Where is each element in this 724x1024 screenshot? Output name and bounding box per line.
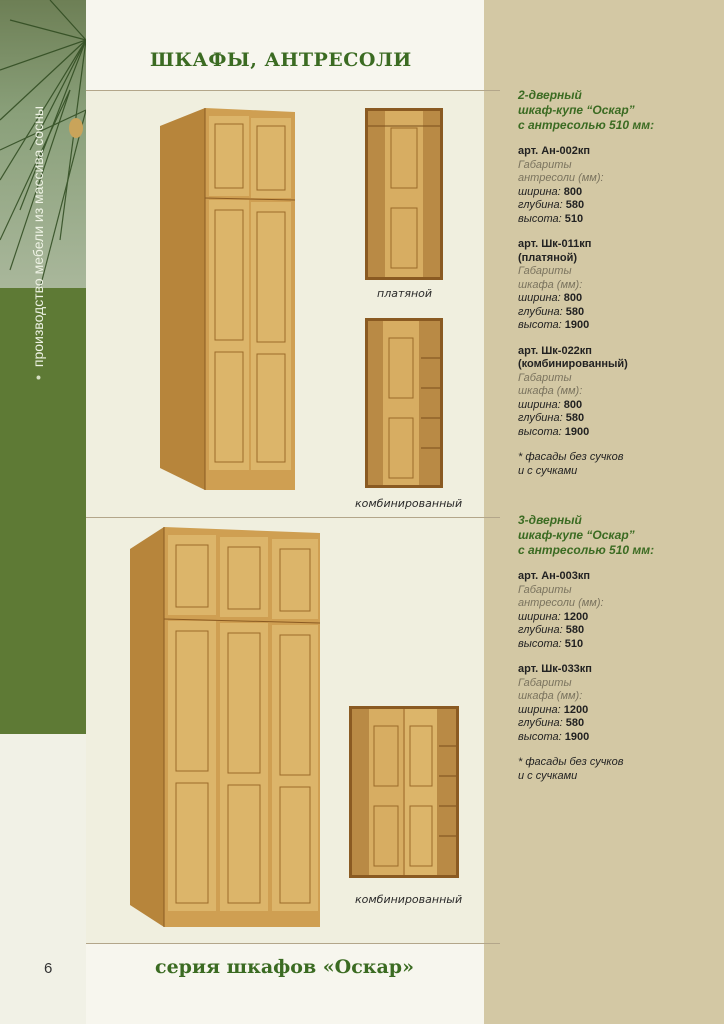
dim-value: 1900 (564, 730, 590, 743)
dim-row (518, 624, 718, 638)
top-divider (86, 90, 500, 91)
section-1-heading (518, 88, 718, 133)
dim-value: 580 (565, 199, 585, 211)
dims-label: Габариты (518, 265, 572, 277)
dim-value: 580 (565, 412, 585, 424)
facade-note (518, 756, 718, 783)
side-tagline-text: производство мебели из массива сосны (30, 106, 46, 368)
dims-label: Габариты (518, 583, 572, 596)
spec-item (518, 345, 718, 440)
side-footer-band (0, 734, 86, 1024)
dim-row (518, 731, 718, 745)
wardrobe-combined-open-image (365, 318, 443, 488)
dim-value: 510 (564, 212, 584, 225)
caption-combined-2: комбинированный (355, 893, 463, 906)
dims-label: Габариты (518, 158, 572, 171)
dim-value: 800 (563, 398, 583, 411)
dim-row (518, 199, 718, 213)
dim-row (518, 704, 718, 718)
dims-label: антресоли (мм): (518, 172, 604, 184)
heading-line: 3-дверный (518, 513, 582, 527)
dims-label: шкафа (мм): (518, 385, 583, 397)
dim-name: глубина: (518, 199, 563, 211)
page-title: ШКАФЫ, АНТРЕСОЛИ (150, 49, 412, 71)
series-title: серия шкафов «Оскар» (155, 956, 414, 978)
dim-row (518, 292, 718, 306)
wardrobe-clothes-open-image (365, 108, 443, 280)
article-subtitle: (платяной) (518, 251, 578, 264)
spec-section-1 (518, 88, 718, 478)
wardrobe-2door-closed-image (155, 108, 300, 493)
article-number: арт. Ан-003кп (518, 570, 590, 582)
dims-label: шкафа (мм): (518, 278, 583, 291)
article-number: арт. Шк-022кп (518, 344, 592, 357)
caption-combined-1: комбинированный (355, 497, 463, 510)
page-number: 6 (44, 960, 53, 977)
spec-item (518, 145, 718, 226)
dim-row (518, 638, 718, 652)
dim-row (518, 611, 718, 625)
header-area (86, 0, 484, 90)
spec-section-2 (518, 513, 718, 783)
spec-item (518, 570, 718, 651)
wardrobe-3door-open-image (349, 706, 459, 878)
dim-row (518, 412, 718, 426)
dim-name: глубина: (518, 717, 563, 729)
middle-divider (86, 517, 500, 518)
dim-value: 800 (563, 292, 583, 304)
heading-line: с антресолью 510 мм: (518, 118, 655, 132)
dims-label: Габариты (518, 676, 572, 689)
caption-clothes: платяной (377, 287, 433, 300)
note-line: и с сучками (518, 464, 578, 477)
dim-value: 1900 (564, 319, 590, 331)
bottom-divider (86, 943, 500, 944)
dim-value: 580 (565, 717, 585, 729)
dims-label: шкафа (мм): (518, 690, 583, 702)
heading-line: 2-дверный (518, 88, 582, 102)
dim-value: 1900 (564, 425, 590, 438)
dim-name: ширина: (518, 703, 561, 716)
spec-item (518, 663, 718, 744)
note-line: и с сучками (518, 769, 578, 782)
article-number: арт. Шк-011кп (518, 238, 592, 250)
dims-label: антресоли (мм): (518, 597, 604, 609)
article-subtitle: (комбинированный) (518, 358, 628, 370)
dim-name: высота: (518, 730, 562, 743)
note-line: * фасады без сучков (518, 451, 624, 463)
dim-row (518, 399, 718, 413)
dim-row (518, 213, 718, 227)
facade-note (518, 451, 718, 478)
dim-row (518, 306, 718, 320)
spec-item (518, 238, 718, 333)
dim-row (518, 717, 718, 731)
heading-line: шкаф-купе “Оскар” (518, 528, 635, 542)
dim-name: ширина: (518, 398, 561, 411)
dim-name: ширина: (518, 185, 561, 198)
dim-name: глубина: (518, 305, 563, 318)
dim-row (518, 319, 718, 333)
dim-row (518, 426, 718, 440)
side-bullet: • (30, 375, 46, 380)
dim-value: 1200 (563, 610, 589, 623)
dim-name: высота: (518, 637, 562, 650)
dim-name: высота: (518, 425, 562, 438)
dim-row (518, 186, 718, 200)
dim-name: глубина: (518, 412, 563, 424)
dim-value: 800 (563, 185, 583, 198)
article-number: арт. Ан-002кп (518, 145, 590, 157)
dims-label: Габариты (518, 371, 572, 384)
dim-name: ширина: (518, 610, 561, 623)
note-line: * фасады без сучков (518, 756, 624, 768)
wardrobe-3door-closed-image (128, 527, 323, 930)
dim-value: 510 (564, 637, 584, 650)
heading-line: шкаф-купе “Оскар” (518, 103, 635, 117)
section-2-heading (518, 513, 718, 558)
dim-value: 580 (565, 305, 585, 318)
article-number: арт. Шк-033кп (518, 663, 592, 675)
dim-name: высота: (518, 319, 562, 331)
dim-value: 580 (565, 624, 585, 636)
dim-name: глубина: (518, 624, 563, 636)
dim-name: ширина: (518, 292, 561, 304)
dim-value: 1200 (563, 703, 589, 716)
heading-line: с антресолью 510 мм: (518, 543, 655, 557)
dim-name: высота: (518, 212, 562, 225)
